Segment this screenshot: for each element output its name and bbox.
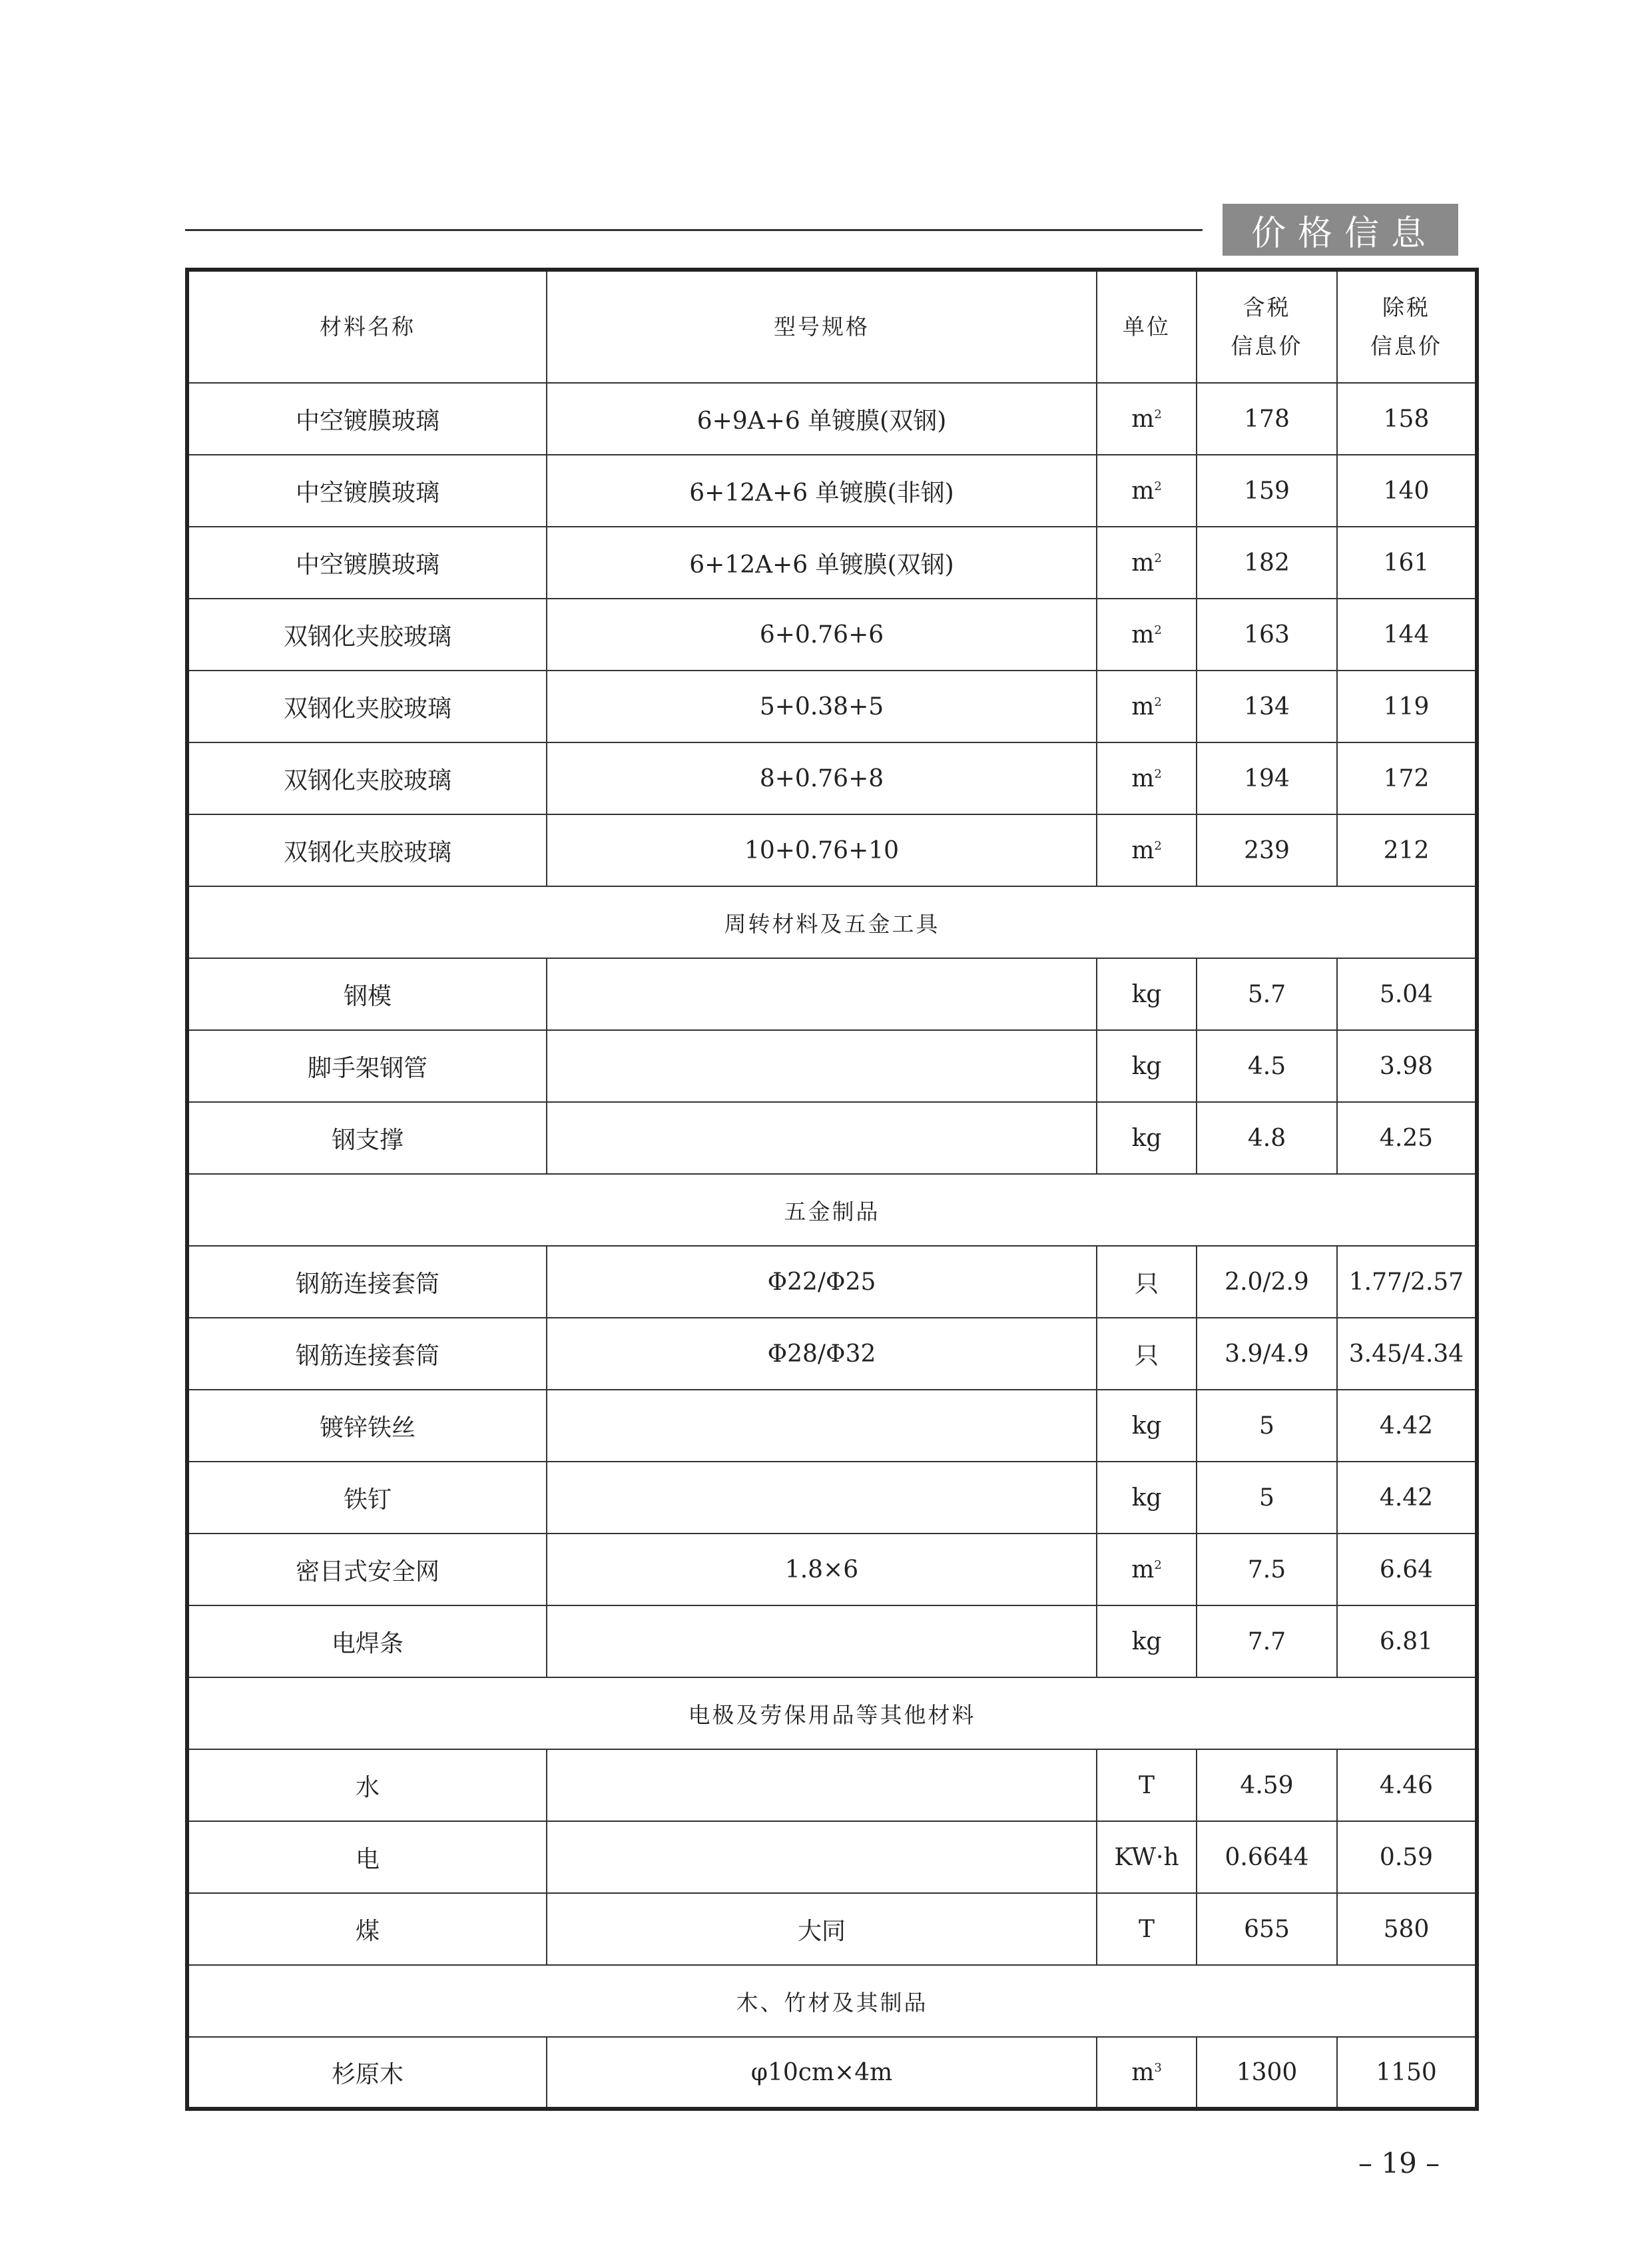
price-without-tax-cell: 119 — [1337, 671, 1477, 742]
table-header-row — [187, 270, 1477, 383]
table-row — [187, 1605, 1477, 1677]
unit-cell — [1097, 814, 1197, 886]
unit-cell — [1097, 1246, 1197, 1318]
unit-superscript: 3 — [1154, 2060, 1162, 2075]
unit-cell — [1097, 1390, 1197, 1462]
table-row — [187, 742, 1477, 814]
spec-cell — [547, 1821, 1097, 1893]
price-with-tax-cell: 182 — [1197, 527, 1337, 599]
price-without-tax-cell: 1.77/2.57 — [1337, 1246, 1477, 1318]
price-without-tax-cell: 4.25 — [1337, 1102, 1477, 1174]
table-row — [187, 1821, 1477, 1893]
unit-superscript: 2 — [1154, 838, 1162, 853]
table-row — [187, 814, 1477, 886]
spec-cell — [547, 1462, 1097, 1534]
price-without-tax-cell: 172 — [1337, 742, 1477, 814]
unit-superscript: 2 — [1154, 623, 1162, 637]
section-label: 价格信息 — [1223, 204, 1458, 256]
price-without-tax-cell: 158 — [1337, 383, 1477, 455]
price-with-tax-cell: 178 — [1197, 383, 1337, 455]
unit-cell — [1097, 1030, 1197, 1102]
unit-cell — [1097, 1749, 1197, 1821]
material-name-cell: 杉原木 — [187, 2037, 547, 2109]
price-with-tax-cell: 5 — [1197, 1462, 1337, 1534]
col-header-price-with-tax-line1: 含税 — [1242, 294, 1291, 320]
price-with-tax-cell: 239 — [1197, 814, 1337, 886]
unit-text: 只 — [1134, 1342, 1159, 1370]
unit-cell — [1097, 958, 1197, 1030]
table-row — [187, 671, 1477, 742]
table-row — [187, 455, 1477, 527]
col-header-price-without-tax-line2: 信息价 — [1370, 333, 1442, 359]
price-without-tax-cell: 0.59 — [1337, 1821, 1477, 1893]
spec-cell — [547, 1030, 1097, 1102]
page-number: – 19 – — [1358, 2147, 1440, 2179]
table-row — [187, 1893, 1477, 1965]
table-row — [187, 1462, 1477, 1534]
unit-text: kg — [1131, 980, 1162, 1008]
unit-text: KW·h — [1114, 1843, 1179, 1871]
unit-text: m — [1131, 2058, 1155, 2086]
unit-superscript: 2 — [1154, 551, 1162, 565]
col-header-name: 材料名称 — [187, 270, 547, 383]
material-name-cell: 双钢化夹胶玻璃 — [187, 814, 547, 886]
price-without-tax-cell: 6.81 — [1337, 1605, 1477, 1677]
spec-cell: Φ28/Φ32 — [547, 1318, 1097, 1390]
material-name-cell: 中空镀膜玻璃 — [187, 455, 547, 527]
price-with-tax-cell: 1300 — [1197, 2037, 1337, 2109]
price-without-tax-cell: 161 — [1337, 527, 1477, 599]
unit-text: kg — [1131, 1052, 1162, 1080]
spec-cell: 5+0.38+5 — [547, 671, 1097, 742]
spec-cell: 大同 — [547, 1893, 1097, 1965]
category-label: 五金制品 — [187, 1174, 1477, 1246]
table-row — [187, 527, 1477, 599]
unit-cell — [1097, 671, 1197, 742]
material-name-cell: 密目式安全网 — [187, 1534, 547, 1605]
unit-cell — [1097, 455, 1197, 527]
material-name-cell: 钢模 — [187, 958, 547, 1030]
material-name-cell: 中空镀膜玻璃 — [187, 383, 547, 455]
table-row — [187, 1030, 1477, 1102]
spec-cell: 10+0.76+10 — [547, 814, 1097, 886]
price-without-tax-cell: 3.45/4.34 — [1337, 1318, 1477, 1390]
unit-text: kg — [1131, 1627, 1162, 1655]
unit-text: m — [1131, 693, 1155, 720]
price-without-tax-cell: 140 — [1337, 455, 1477, 527]
price-with-tax-cell: 5 — [1197, 1390, 1337, 1462]
price-with-tax-cell: 159 — [1197, 455, 1337, 527]
col-header-price-with-tax-line2: 信息价 — [1231, 333, 1303, 359]
unit-cell — [1097, 599, 1197, 671]
category-label: 木、竹材及其制品 — [187, 1965, 1477, 2037]
material-name-cell: 钢筋连接套筒 — [187, 1318, 547, 1390]
table-row — [187, 2037, 1477, 2109]
price-without-tax-cell: 1150 — [1337, 2037, 1477, 2109]
unit-text: m — [1131, 621, 1155, 649]
price-with-tax-cell: 134 — [1197, 671, 1337, 742]
category-label: 周转材料及五金工具 — [187, 886, 1477, 958]
price-with-tax-cell: 655 — [1197, 1893, 1337, 1965]
price-without-tax-cell: 4.42 — [1337, 1462, 1477, 1534]
unit-text: m — [1131, 764, 1155, 792]
material-name-cell: 钢支撑 — [187, 1102, 547, 1174]
unit-text: kg — [1131, 1484, 1162, 1512]
price-without-tax-cell: 580 — [1337, 1893, 1477, 1965]
price-with-tax-cell: 2.0/2.9 — [1197, 1246, 1337, 1318]
unit-superscript: 2 — [1154, 766, 1162, 781]
unit-cell — [1097, 1893, 1197, 1965]
table-row — [187, 599, 1477, 671]
price-with-tax-cell: 163 — [1197, 599, 1337, 671]
table-row — [187, 1534, 1477, 1605]
col-header-price-with-tax — [1197, 270, 1337, 383]
price-without-tax-cell: 5.04 — [1337, 958, 1477, 1030]
price-with-tax-cell: 0.6644 — [1197, 1821, 1337, 1893]
spec-cell: 6+12A+6 单镀膜(非钢) — [547, 455, 1097, 527]
price-with-tax-cell: 4.5 — [1197, 1030, 1337, 1102]
price-with-tax-cell: 4.8 — [1197, 1102, 1337, 1174]
price-without-tax-cell: 212 — [1337, 814, 1477, 886]
price-table — [185, 268, 1479, 2111]
material-name-cell: 电 — [187, 1821, 547, 1893]
unit-text: m — [1131, 1555, 1155, 1583]
spec-cell: 1.8×6 — [547, 1534, 1097, 1605]
unit-text: kg — [1131, 1412, 1162, 1440]
price-without-tax-cell: 4.46 — [1337, 1749, 1477, 1821]
spec-cell: φ10cm×4m — [547, 2037, 1097, 2109]
unit-cell — [1097, 742, 1197, 814]
price-with-tax-cell: 194 — [1197, 742, 1337, 814]
material-name-cell: 双钢化夹胶玻璃 — [187, 671, 547, 742]
category-row — [187, 1965, 1477, 2037]
material-name-cell: 脚手架钢管 — [187, 1030, 547, 1102]
material-name-cell: 钢筋连接套筒 — [187, 1246, 547, 1318]
spec-cell — [547, 958, 1097, 1030]
table-row — [187, 1246, 1477, 1318]
unit-text: T — [1138, 1771, 1155, 1799]
material-name-cell: 电焊条 — [187, 1605, 547, 1677]
unit-cell — [1097, 1534, 1197, 1605]
unit-cell — [1097, 1318, 1197, 1390]
spec-cell — [547, 1390, 1097, 1462]
material-name-cell: 双钢化夹胶玻璃 — [187, 599, 547, 671]
col-header-unit: 单位 — [1097, 270, 1197, 383]
unit-text: kg — [1131, 1124, 1162, 1152]
price-without-tax-cell: 144 — [1337, 599, 1477, 671]
spec-cell: Φ22/Φ25 — [547, 1246, 1097, 1318]
spec-cell — [547, 1605, 1097, 1677]
unit-cell — [1097, 1821, 1197, 1893]
category-row — [187, 1174, 1477, 1246]
header-rule — [185, 229, 1203, 231]
unit-superscript: 2 — [1154, 479, 1162, 493]
col-header-price-without-tax — [1337, 270, 1477, 383]
material-name-cell: 镀锌铁丝 — [187, 1390, 547, 1462]
unit-cell — [1097, 1605, 1197, 1677]
price-without-tax-cell: 6.64 — [1337, 1534, 1477, 1605]
unit-cell — [1097, 383, 1197, 455]
table-row — [187, 958, 1477, 1030]
price-with-tax-cell: 3.9/4.9 — [1197, 1318, 1337, 1390]
table-row — [187, 1102, 1477, 1174]
table-row — [187, 383, 1477, 455]
material-name-cell: 水 — [187, 1749, 547, 1821]
unit-text: 只 — [1134, 1270, 1159, 1298]
category-row — [187, 1677, 1477, 1749]
price-with-tax-cell: 4.59 — [1197, 1749, 1337, 1821]
unit-superscript: 2 — [1154, 1557, 1162, 1572]
category-row — [187, 886, 1477, 958]
col-header-spec: 型号规格 — [547, 270, 1097, 383]
spec-cell: 8+0.76+8 — [547, 742, 1097, 814]
unit-cell — [1097, 1102, 1197, 1174]
spec-cell: 6+0.76+6 — [547, 599, 1097, 671]
spec-cell — [547, 1749, 1097, 1821]
table-row — [187, 1749, 1477, 1821]
spec-cell: 6+12A+6 单镀膜(双钢) — [547, 527, 1097, 599]
table-body — [187, 383, 1477, 2109]
material-name-cell: 煤 — [187, 1893, 547, 1965]
price-with-tax-cell: 5.7 — [1197, 958, 1337, 1030]
unit-cell — [1097, 527, 1197, 599]
col-header-price-without-tax-line1: 除税 — [1382, 294, 1430, 320]
unit-text: T — [1138, 1915, 1155, 1943]
price-without-tax-cell: 3.98 — [1337, 1030, 1477, 1102]
spec-cell: 6+9A+6 单镀膜(双钢) — [547, 383, 1097, 455]
material-name-cell: 铁钉 — [187, 1462, 547, 1534]
table-row — [187, 1318, 1477, 1390]
spec-cell — [547, 1102, 1097, 1174]
material-name-cell: 中空镀膜玻璃 — [187, 527, 547, 599]
unit-text: m — [1131, 836, 1155, 864]
category-label: 电极及劳保用品等其他材料 — [187, 1677, 1477, 1749]
unit-text: m — [1131, 405, 1155, 433]
unit-superscript: 2 — [1154, 695, 1162, 709]
price-without-tax-cell: 4.42 — [1337, 1390, 1477, 1462]
price-with-tax-cell: 7.7 — [1197, 1605, 1337, 1677]
unit-cell — [1097, 2037, 1197, 2109]
unit-text: m — [1131, 477, 1155, 505]
unit-text: m — [1131, 549, 1155, 577]
unit-superscript: 2 — [1154, 407, 1162, 422]
material-name-cell: 双钢化夹胶玻璃 — [187, 742, 547, 814]
table-row — [187, 1390, 1477, 1462]
price-with-tax-cell: 7.5 — [1197, 1534, 1337, 1605]
unit-cell — [1097, 1462, 1197, 1534]
